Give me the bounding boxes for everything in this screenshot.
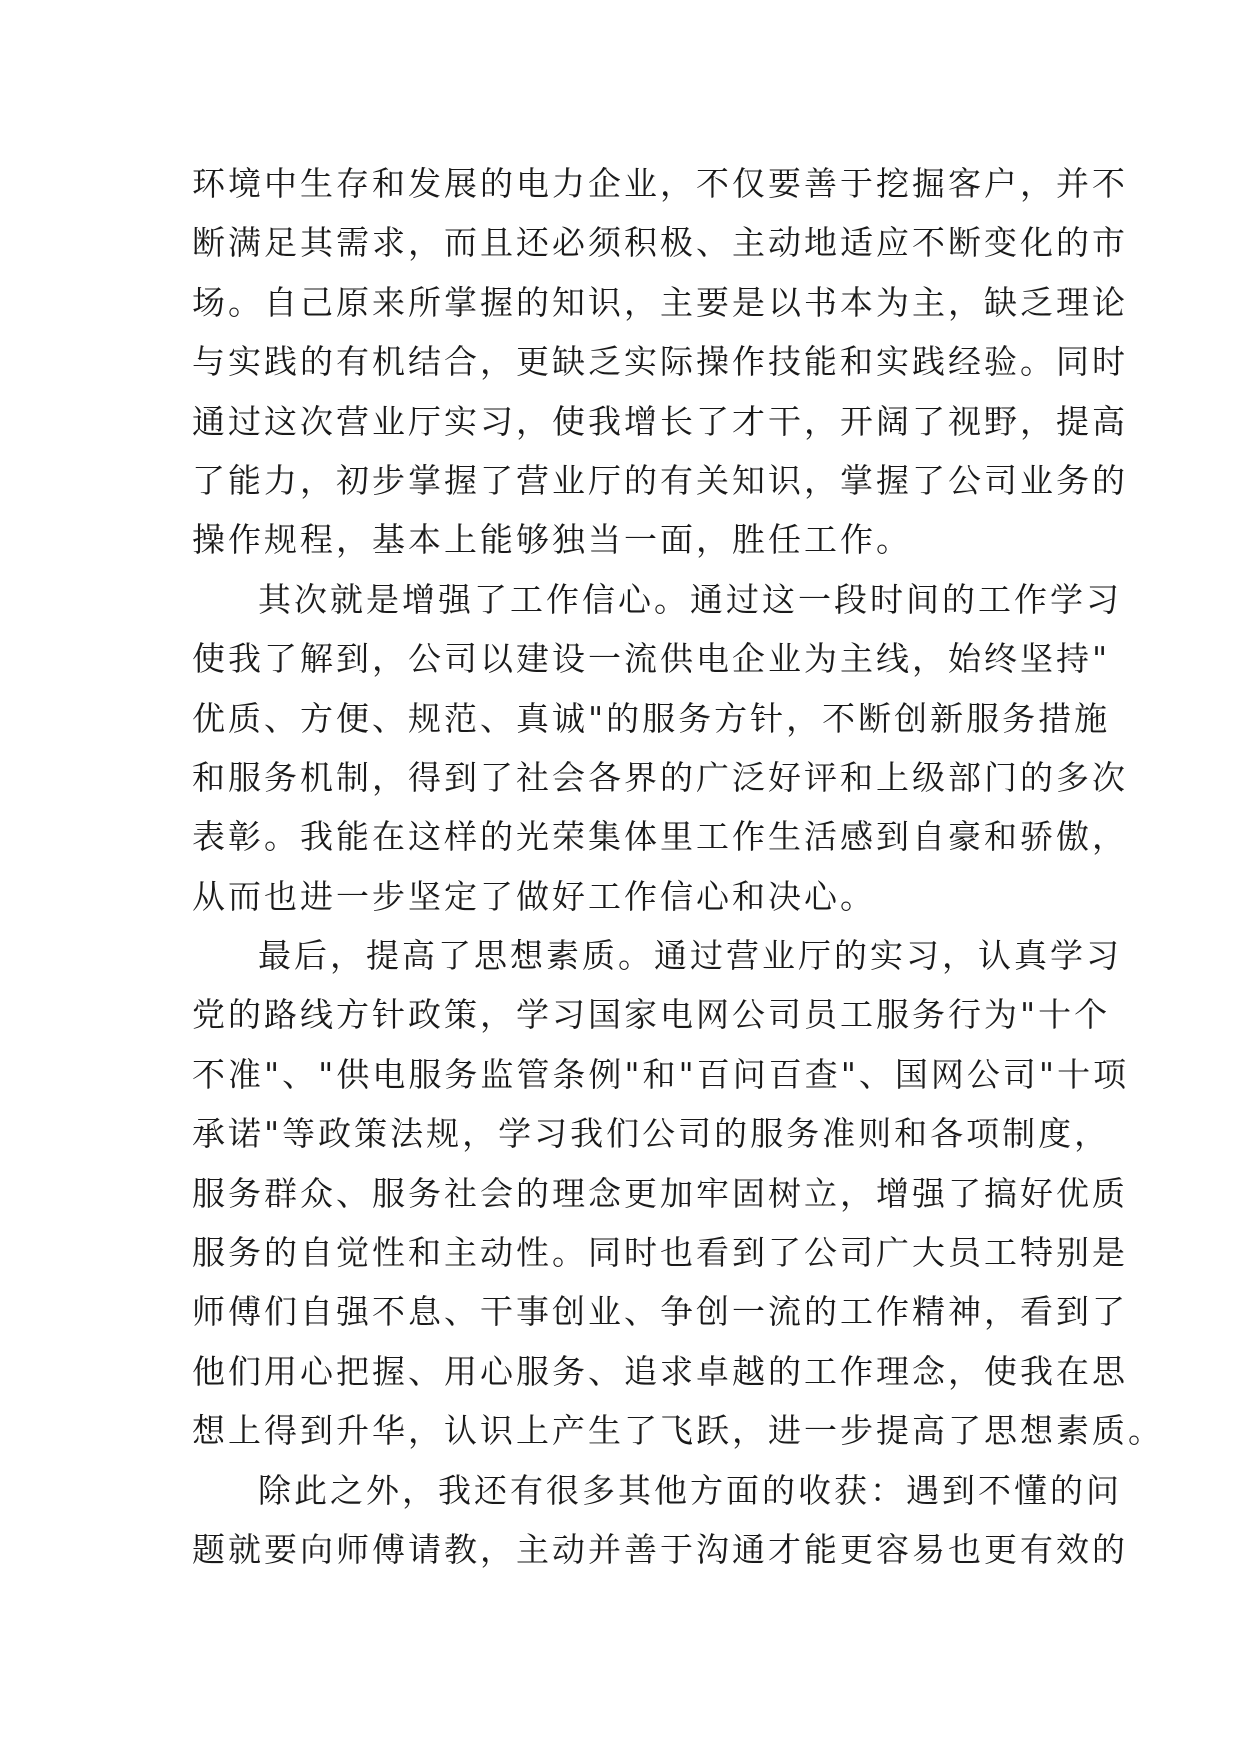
text-line: 断满足其需求，而且还必须积极、主动地适应不断变化的市 — [192, 223, 1128, 263]
text-line: 场。自己原来所掌握的知识，主要是以书本为主，缺乏理论 — [192, 282, 1128, 322]
text-line: 最后，提高了思想素质。通过营业厅的实习，认真学习 — [258, 936, 1122, 976]
text-line: 想上得到升华，认识上产生了飞跃，进一步提高了思想素质。 — [192, 1411, 1164, 1451]
text-line: 题就要向师傅请教，主动并善于沟通才能更容易也更有效的 — [192, 1529, 1128, 1569]
text-line: 使我了解到，公司以建设一流供电企业为主线，始终坚持" — [192, 639, 1111, 679]
body-text — [192, 154, 1164, 1579]
text-line: 师傅们自强不息、干事创业、争创一流的工作精神，看到了 — [192, 1292, 1128, 1332]
text-line: 操作规程，基本上能够独当一面，胜任工作。 — [192, 520, 912, 560]
text-line: 除此之外，我还有很多其他方面的收获：遇到不懂的问 — [258, 1470, 1122, 1510]
paragraph — [192, 926, 1164, 1461]
text-line: 表彰。我能在这样的光荣集体里工作生活感到自豪和骄傲， — [192, 817, 1128, 857]
text-line: 和服务机制，得到了社会各界的广泛好评和上级部门的多次 — [192, 757, 1128, 797]
text-line: 优质、方便、规范、真诚"的服务方针，不断创新服务措施 — [192, 698, 1111, 738]
text-line: 服务群众、服务社会的理念更加牢固树立，增强了搞好优质 — [192, 1173, 1128, 1213]
text-line: 与实践的有机结合，更缺乏实际操作技能和实践经验。同时 — [192, 342, 1128, 382]
text-line: 环境中生存和发展的电力企业，不仅要善于挖掘客户，并不 — [192, 164, 1128, 203]
text-line: 了能力，初步掌握了营业厅的有关知识，掌握了公司业务的 — [192, 460, 1128, 500]
text-line: 从而也进一步坚定了做好工作信心和决心。 — [192, 876, 876, 916]
text-line: 其次就是增强了工作信心。通过这一段时间的工作学习 — [258, 579, 1122, 619]
paragraph — [192, 154, 1128, 570]
paragraph — [192, 1461, 1128, 1580]
text-line: 服务的自觉性和主动性。同时也看到了公司广大员工特别是 — [192, 1233, 1128, 1273]
text-line: 通过这次营业厅实习，使我增长了才干，开阔了视野，提高 — [192, 401, 1128, 441]
text-line: 他们用心把握、用心服务、追求卓越的工作理念，使我在思 — [192, 1351, 1128, 1391]
text-line: 不准"、"供电服务监管条例"和"百问百查"、国网公司"十项 — [192, 1054, 1130, 1094]
text-line: 承诺"等政策法规，学习我们公司的服务准则和各项制度， — [192, 1114, 1111, 1154]
paragraph — [192, 570, 1128, 926]
text-line: 党的路线方针政策，学习国家电网公司员工服务行为"十个 — [192, 995, 1111, 1035]
